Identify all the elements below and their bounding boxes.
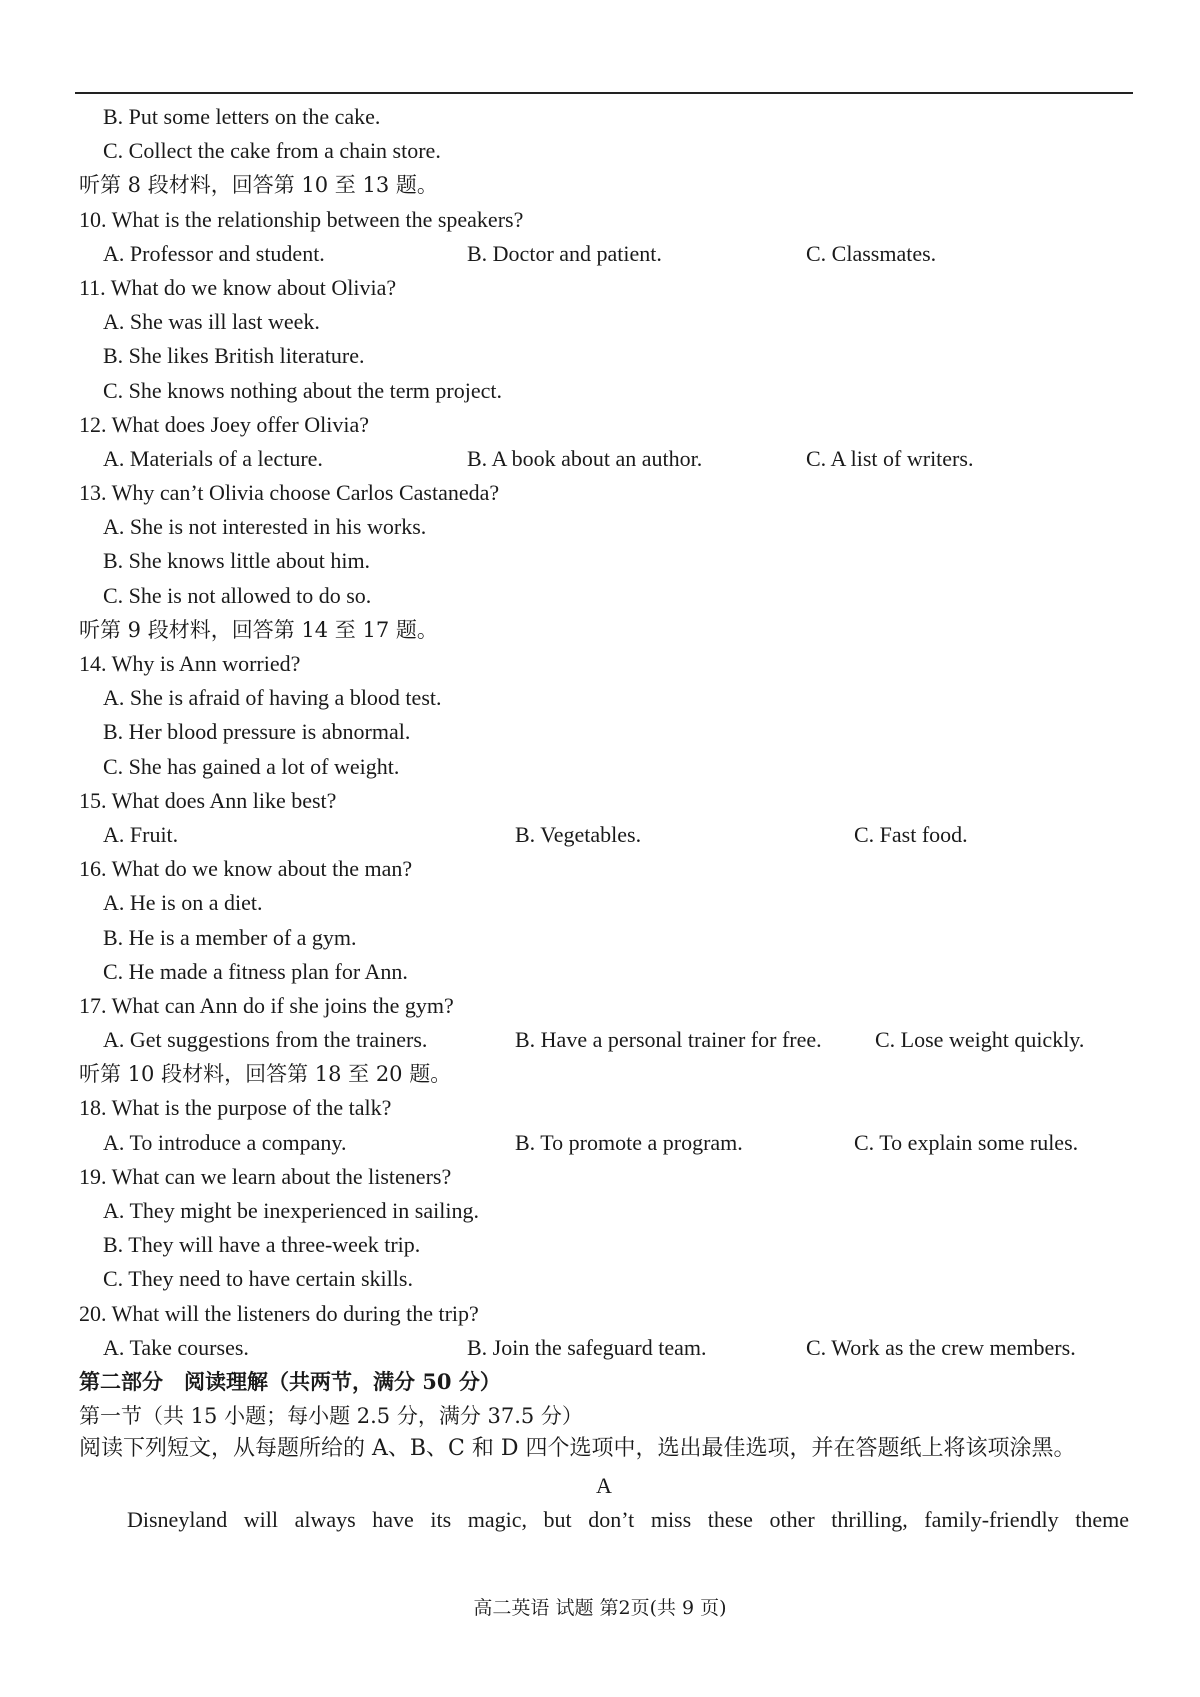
question-text: 10. What is the relationship between the speakers? — [79, 206, 524, 232]
answer-option: B. Have a personal trainer for free. — [515, 1027, 822, 1053]
answer-option: B. A book about an author. — [467, 445, 703, 471]
answer-option: A. They might be inexperienced in sailing. — [103, 1198, 479, 1223]
answer-option: B. Doctor and patient. — [467, 240, 662, 266]
answer-option: C. She knows nothing about the term project. — [103, 377, 502, 403]
question-text: 11. What do we know about Olivia? — [79, 274, 397, 300]
answer-option: B. She knows little about him. — [103, 548, 371, 574]
answer-options-row — [79, 1331, 1129, 1365]
question-text: 16. What do we know about the man? — [79, 856, 413, 882]
answer-options-row — [79, 237, 1129, 271]
answer-option: C. She is not allowed to do so. — [103, 582, 372, 608]
page-footer: 高二英语 试题 第2页(共 9 页) — [473, 1597, 727, 1619]
header-rule — [75, 92, 1133, 94]
answer-option: A. She was ill last week. — [103, 309, 320, 335]
answer-options-row — [79, 818, 1129, 852]
answer-option: C. Collect the cake from a chain store. — [103, 138, 441, 164]
exam-content — [79, 100, 1129, 1537]
passage-letter: A — [596, 1472, 612, 1498]
answer-option: B. Put some letters on the cake. — [103, 104, 381, 129]
answer-option: C. He made a fitness plan for Ann. — [103, 958, 408, 984]
answer-options-row — [79, 1126, 1129, 1160]
question-text: 18. What is the purpose of the talk? — [79, 1095, 392, 1121]
answer-option: C. They need to have certain skills. — [103, 1266, 413, 1292]
question-text: 15. What does Ann like best? — [79, 787, 337, 813]
question-text: 19. What can we learn about the listeners? — [79, 1163, 452, 1189]
section-instruction: 听第 10 段材料，回答第 18 至 20 题。 — [79, 1062, 452, 1087]
answer-option: A. Fruit. — [103, 821, 179, 847]
question-text: 13. Why can’t Olivia choose Carlos Castaneda? — [79, 480, 500, 506]
answer-option: A. He is on a diet. — [103, 890, 263, 916]
question-text: 14. Why is Ann worried? — [79, 651, 301, 676]
answer-option: C. A list of writers. — [806, 445, 974, 471]
answer-option: C. To explain some rules. — [854, 1129, 1079, 1155]
question-text: 20. What will the listeners do during the trip? — [79, 1300, 479, 1326]
answer-option: C. Classmates. — [806, 240, 937, 266]
answer-option: B. Join the safeguard team. — [467, 1334, 707, 1360]
answer-option: A. She is not interested in his works. — [103, 514, 427, 540]
answer-options-row — [79, 1023, 1129, 1057]
instructions: 阅读下列短文，从每题所给的 A、B、C 和 D 四个选项中，选出最佳选项，并在答题纸上将该项涂黑。 — [79, 1436, 1076, 1462]
answer-option: B. Vegetables. — [515, 821, 642, 847]
answer-option: B. He is a member of a gym. — [103, 924, 357, 950]
answer-option: A. Get suggestions from the trainers. — [103, 1027, 428, 1053]
answer-options-row — [79, 442, 1129, 476]
answer-option: A. She is afraid of having a blood test. — [103, 685, 442, 711]
answer-option: A. Professor and student. — [103, 240, 325, 266]
part2-heading: 第二部分 阅读理解（共两节，满分 50 分） — [79, 1368, 501, 1394]
section-instruction: 听第 9 段材料，回答第 14 至 17 题。 — [79, 617, 438, 642]
section-instruction: 听第 8 段材料，回答第 10 至 13 题。 — [79, 173, 438, 198]
answer-option: B. They will have a three-week trip. — [103, 1232, 421, 1258]
answer-option: C. Work as the crew members. — [806, 1334, 1076, 1360]
answer-option: B. To promote a program. — [515, 1129, 743, 1155]
section1-heading: 第一节（共 15 小题；每小题 2.5 分，满分 37.5 分） — [79, 1404, 583, 1429]
answer-option: A. Materials of a lecture. — [103, 445, 323, 471]
answer-option: B. Her blood pressure is abnormal. — [103, 719, 411, 745]
answer-option: A. Take courses. — [103, 1334, 249, 1360]
answer-option: B. She likes British literature. — [103, 343, 365, 369]
answer-option: A. To introduce a company. — [103, 1129, 347, 1155]
question-text: 17. What can Ann do if she joins the gym? — [79, 992, 454, 1018]
answer-option: C. Fast food. — [854, 821, 968, 847]
question-text: 12. What does Joey offer Olivia? — [79, 411, 369, 437]
answer-option: C. She has gained a lot of weight. — [103, 753, 400, 779]
listening-section — [79, 100, 1129, 1365]
passage-first-line: Disneyland will always have its magic, but don’t miss these other thrilling, family-friendly theme — [127, 1506, 1129, 1532]
answer-option: C. Lose weight quickly. — [875, 1027, 1085, 1053]
